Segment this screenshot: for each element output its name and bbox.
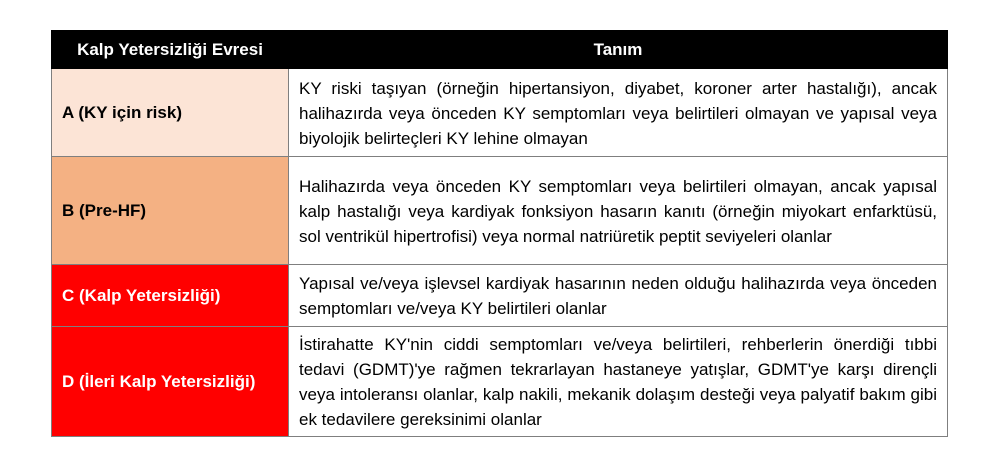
header-row [52,31,948,69]
stage-cell: A (KY için risk) [52,69,289,157]
definition-cell: İstirahatte KY'nin ciddi semptomları ve/veya belirtileri, rehberlerin önerdiği tıbbi tedavi (GDMT)'ye rağmen tekrarlayan hastaneye yatışlar, GDMT'ye karşı dirençli veya intoleransı olanlar, kalp nakili, mekanik dolaşım desteği veya palyatif bakım gibi ek tedavilere gereksinimi olanlar [289,327,948,437]
definition-cell: Halihazırda veya önceden KY semptomları veya belirtileri olmayan, ancak yapısal kalp hastalığı veya kardiyak fonksiyon hasarın kanıtı (örneğin miyokart enfarktüsü, sol ventrikül hipertrofisi) veya normal natriüretik peptit seviyeleri olanlar [289,157,948,265]
heart-failure-stages-table [51,30,948,437]
table-row-stage-b [52,157,948,265]
table-row-stage-c [52,265,948,327]
table-body [52,69,948,437]
stage-cell: D (İleri Kalp Yetersizliği) [52,327,289,437]
table-row-stage-d [52,327,948,437]
table-header [52,31,948,69]
definition-cell: Yapısal ve/veya işlevsel kardiyak hasarının neden olduğu halihazırda veya önceden semptomları ve/veya KY belirtileri olanlar [289,265,948,327]
table-row-stage-a [52,69,948,157]
stage-cell: C (Kalp Yetersizliği) [52,265,289,327]
header-stage: Kalp Yetersizliği Evresi [52,31,289,69]
definition-cell: KY riski taşıyan (örneğin hipertansiyon, diyabet, koroner arter hastalığı), ancak halihazırda veya önceden KY semptomları veya belirtileri olmayan ve yapısal veya biyolojik belirteçleri KY lehine olmayan [289,69,948,157]
header-definition: Tanım [289,31,948,69]
stage-cell: B (Pre-HF) [52,157,289,265]
